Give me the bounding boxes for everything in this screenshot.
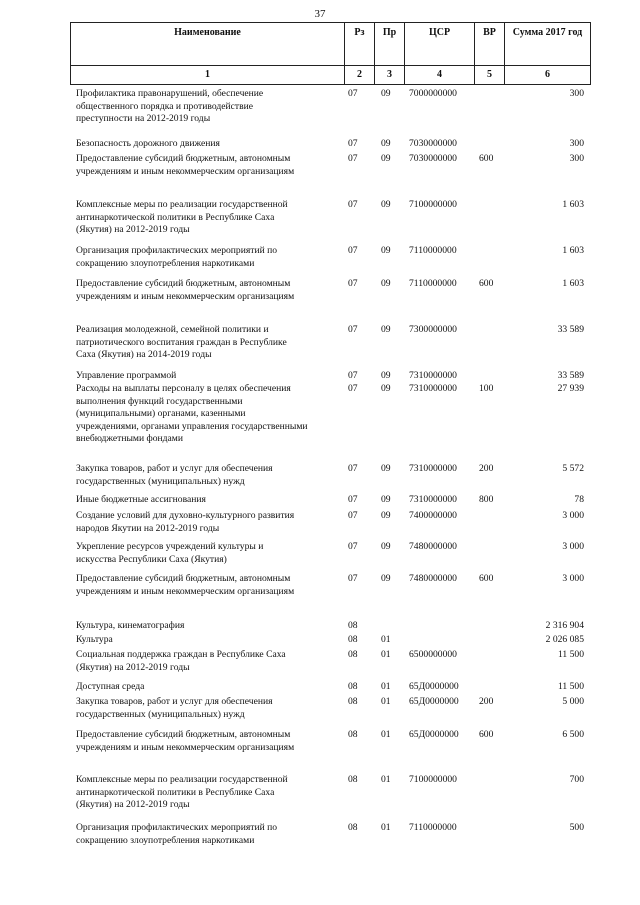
row-rz-cell: 08 [348, 774, 358, 785]
row-csr-cell: 7310000000 [409, 370, 457, 381]
row-sum-cell: 78 [574, 494, 584, 505]
header-col-number-4: 4 [437, 69, 442, 80]
row-vr-cell: 600 [479, 729, 494, 740]
row-name-cell: Укрепление ресурсов учреждений культуры и искусства Республики Саха (Якутия) [76, 541, 264, 565]
header-sum-column [505, 23, 590, 84]
row-name-cell: Предоставление субсидий бюджетным, автономным учреждениям и иным некоммерческим организациям [76, 153, 295, 177]
row-csr-cell: 7310000000 [409, 383, 457, 394]
row-pr-cell: 09 [381, 494, 391, 505]
row-rz-cell: 07 [348, 510, 358, 521]
header-divider [71, 65, 590, 66]
row-pr-cell: 09 [381, 278, 391, 289]
row-sum-cell: 500 [569, 822, 584, 833]
row-vr-cell: 200 [479, 463, 494, 474]
row-name-cell: Безопасность дорожного движения [76, 138, 220, 149]
header-vr-column [475, 23, 505, 84]
row-csr-cell: 7480000000 [409, 541, 457, 552]
row-sum-cell: 1 603 [562, 199, 584, 210]
row-rz-cell: 08 [348, 729, 358, 740]
row-vr-cell: 100 [479, 383, 494, 394]
row-sum-cell: 2 316 904 [545, 620, 584, 631]
row-sum-cell: 1 603 [562, 245, 584, 256]
row-csr-cell: 7030000000 [409, 138, 457, 149]
row-rz-cell: 07 [348, 199, 358, 210]
header-name-column [71, 23, 345, 84]
row-sum-cell: 300 [569, 153, 584, 164]
row-pr-cell: 09 [381, 199, 391, 210]
row-name-cell: Реализация молодежной, семейной политики и патриотического воспитания граждан в Республике Саха (Якутия) на 2014-2019 годы [76, 324, 287, 361]
row-rz-cell: 07 [348, 541, 358, 552]
row-rz-cell: 08 [348, 649, 358, 660]
row-rz-cell: 07 [348, 573, 358, 584]
row-csr-cell: 7480000000 [409, 573, 457, 584]
row-pr-cell: 09 [381, 510, 391, 521]
row-csr-cell: 65Д0000000 [409, 696, 459, 707]
row-rz-cell: 08 [348, 681, 358, 692]
row-pr-cell: 09 [381, 245, 391, 256]
row-csr-cell: 7110000000 [409, 822, 457, 833]
row-rz-cell: 07 [348, 245, 358, 256]
header-rz-label: Рз [354, 27, 365, 38]
row-rz-cell: 07 [348, 494, 358, 505]
header-col-number-5: 5 [487, 69, 492, 80]
header-vr-label: ВР [483, 27, 496, 38]
table-header [70, 22, 591, 85]
row-name-cell: Закупка товаров, работ и услуг для обеспечения государственных (муниципальных) нужд [76, 463, 273, 487]
row-name-cell: Культура [76, 634, 113, 645]
header-csr-label: ЦСР [428, 27, 451, 38]
row-name-cell: Иные бюджетные ассигнования [76, 494, 206, 505]
row-name-cell: Профилактика правонарушений, обеспечение общественного порядка и противодействие преступности на 2012-2019 годы [76, 88, 264, 125]
row-rz-cell: 08 [348, 822, 358, 833]
row-sum-cell: 300 [569, 88, 584, 99]
row-pr-cell: 09 [381, 138, 391, 149]
row-rz-cell: 07 [348, 153, 358, 164]
row-sum-cell: 300 [569, 138, 584, 149]
row-sum-cell: 3 000 [562, 573, 584, 584]
row-name-cell: Предоставление субсидий бюджетным, автономным учреждениям и иным некоммерческим организациям [76, 278, 295, 302]
row-pr-cell: 01 [381, 696, 391, 707]
header-col-number-3: 3 [387, 69, 392, 80]
row-rz-cell: 07 [348, 463, 358, 474]
row-pr-cell: 09 [381, 383, 391, 394]
page-number: 37 [314, 8, 326, 20]
header-pr-column [375, 23, 405, 84]
row-csr-cell: 7300000000 [409, 324, 457, 335]
row-csr-cell: 7100000000 [409, 774, 457, 785]
row-name-cell: Предоставление субсидий бюджетным, автономным учреждениям и иным некоммерческим организациям [76, 573, 295, 597]
row-csr-cell: 65Д0000000 [409, 681, 459, 692]
row-rz-cell: 07 [348, 278, 358, 289]
row-sum-cell: 11 500 [557, 681, 584, 692]
row-csr-cell: 7100000000 [409, 199, 457, 210]
header-sum-label: Сумма 2017 год [512, 27, 583, 38]
row-sum-cell: 11 500 [557, 649, 584, 660]
header-col-number-2: 2 [357, 69, 362, 80]
row-name-cell: Комплексные меры по реализации государственной антинаркотической политики в Республике Саха (Якутия) на 2012-2019 годы [76, 199, 288, 236]
row-name-cell: Организация профилактических мероприятий по сокращению злоупотребления наркотиками [76, 822, 278, 846]
row-pr-cell: 01 [381, 729, 391, 740]
row-pr-cell: 01 [381, 649, 391, 660]
row-pr-cell: 09 [381, 541, 391, 552]
header-rz-column [345, 23, 375, 84]
row-name-cell: Расходы на выплаты персоналу в целях обеспечения выполнения функций государственными (муниципальными) органами, казенными учреждениями, органами управления государственными внебюджетными фондами [76, 383, 308, 445]
row-sum-cell: 27 939 [557, 383, 584, 394]
row-name-cell: Закупка товаров, работ и услуг для обеспечения государственных (муниципальных) нужд [76, 696, 273, 720]
row-pr-cell: 01 [381, 774, 391, 785]
row-pr-cell: 01 [381, 634, 391, 645]
row-sum-cell: 33 589 [557, 324, 584, 335]
row-name-cell: Комплексные меры по реализации государственной антинаркотической политики в Республике Саха (Якутия) на 2012-2019 годы [76, 774, 288, 811]
row-csr-cell: 7400000000 [409, 510, 457, 521]
row-sum-cell: 5 000 [562, 696, 584, 707]
row-pr-cell: 01 [381, 822, 391, 833]
header-col-number-1: 1 [205, 69, 210, 80]
row-name-cell: Доступная среда [76, 681, 145, 692]
row-name-cell: Предоставление субсидий бюджетным, автономным учреждениям и иным некоммерческим организациям [76, 729, 295, 753]
row-name-cell: Создание условий для духовно-культурного развития народов Якутии на 2012-2019 годы [76, 510, 295, 534]
row-csr-cell: 65Д0000000 [409, 729, 459, 740]
row-pr-cell: 01 [381, 681, 391, 692]
header-csr-column [405, 23, 475, 84]
row-rz-cell: 07 [348, 88, 358, 99]
row-sum-cell: 33 589 [557, 370, 584, 381]
row-vr-cell: 600 [479, 153, 494, 164]
row-pr-cell: 09 [381, 153, 391, 164]
row-sum-cell: 5 572 [562, 463, 584, 474]
row-rz-cell: 07 [348, 324, 358, 335]
row-pr-cell: 09 [381, 88, 391, 99]
row-rz-cell: 07 [348, 370, 358, 381]
row-csr-cell: 7310000000 [409, 494, 457, 505]
row-rz-cell: 07 [348, 138, 358, 149]
row-vr-cell: 600 [479, 278, 494, 289]
row-pr-cell: 09 [381, 324, 391, 335]
row-csr-cell: 7000000000 [409, 88, 457, 99]
row-sum-cell: 3 000 [562, 541, 584, 552]
row-csr-cell: 7030000000 [409, 153, 457, 164]
row-rz-cell: 07 [348, 383, 358, 394]
row-vr-cell: 600 [479, 573, 494, 584]
row-rz-cell: 08 [348, 620, 358, 631]
row-name-cell: Организация профилактических мероприятий по сокращению злоупотребления наркотиками [76, 245, 278, 269]
row-rz-cell: 08 [348, 634, 358, 645]
row-sum-cell: 3 000 [562, 510, 584, 521]
header-pr-label: Пр [382, 27, 397, 38]
row-pr-cell: 09 [381, 370, 391, 381]
row-sum-cell: 6 500 [562, 729, 584, 740]
row-csr-cell: 7310000000 [409, 463, 457, 474]
row-name-cell: Социальная поддержка граждан в Республике Саха (Якутия) на 2012-2019 годы [76, 649, 286, 673]
row-sum-cell: 2 026 085 [545, 634, 584, 645]
row-pr-cell: 09 [381, 463, 391, 474]
row-vr-cell: 200 [479, 696, 494, 707]
row-sum-cell: 1 603 [562, 278, 584, 289]
row-name-cell: Управление программой [76, 370, 177, 381]
header-name-label: Наименование [174, 27, 241, 38]
row-name-cell: Культура, кинематография [76, 620, 185, 631]
header-col-number-6: 6 [545, 69, 550, 80]
row-rz-cell: 08 [348, 696, 358, 707]
row-csr-cell: 7110000000 [409, 245, 457, 256]
row-csr-cell: 6500000000 [409, 649, 457, 660]
row-pr-cell: 09 [381, 573, 391, 584]
row-sum-cell: 700 [569, 774, 584, 785]
row-csr-cell: 7110000000 [409, 278, 457, 289]
row-vr-cell: 800 [479, 494, 494, 505]
